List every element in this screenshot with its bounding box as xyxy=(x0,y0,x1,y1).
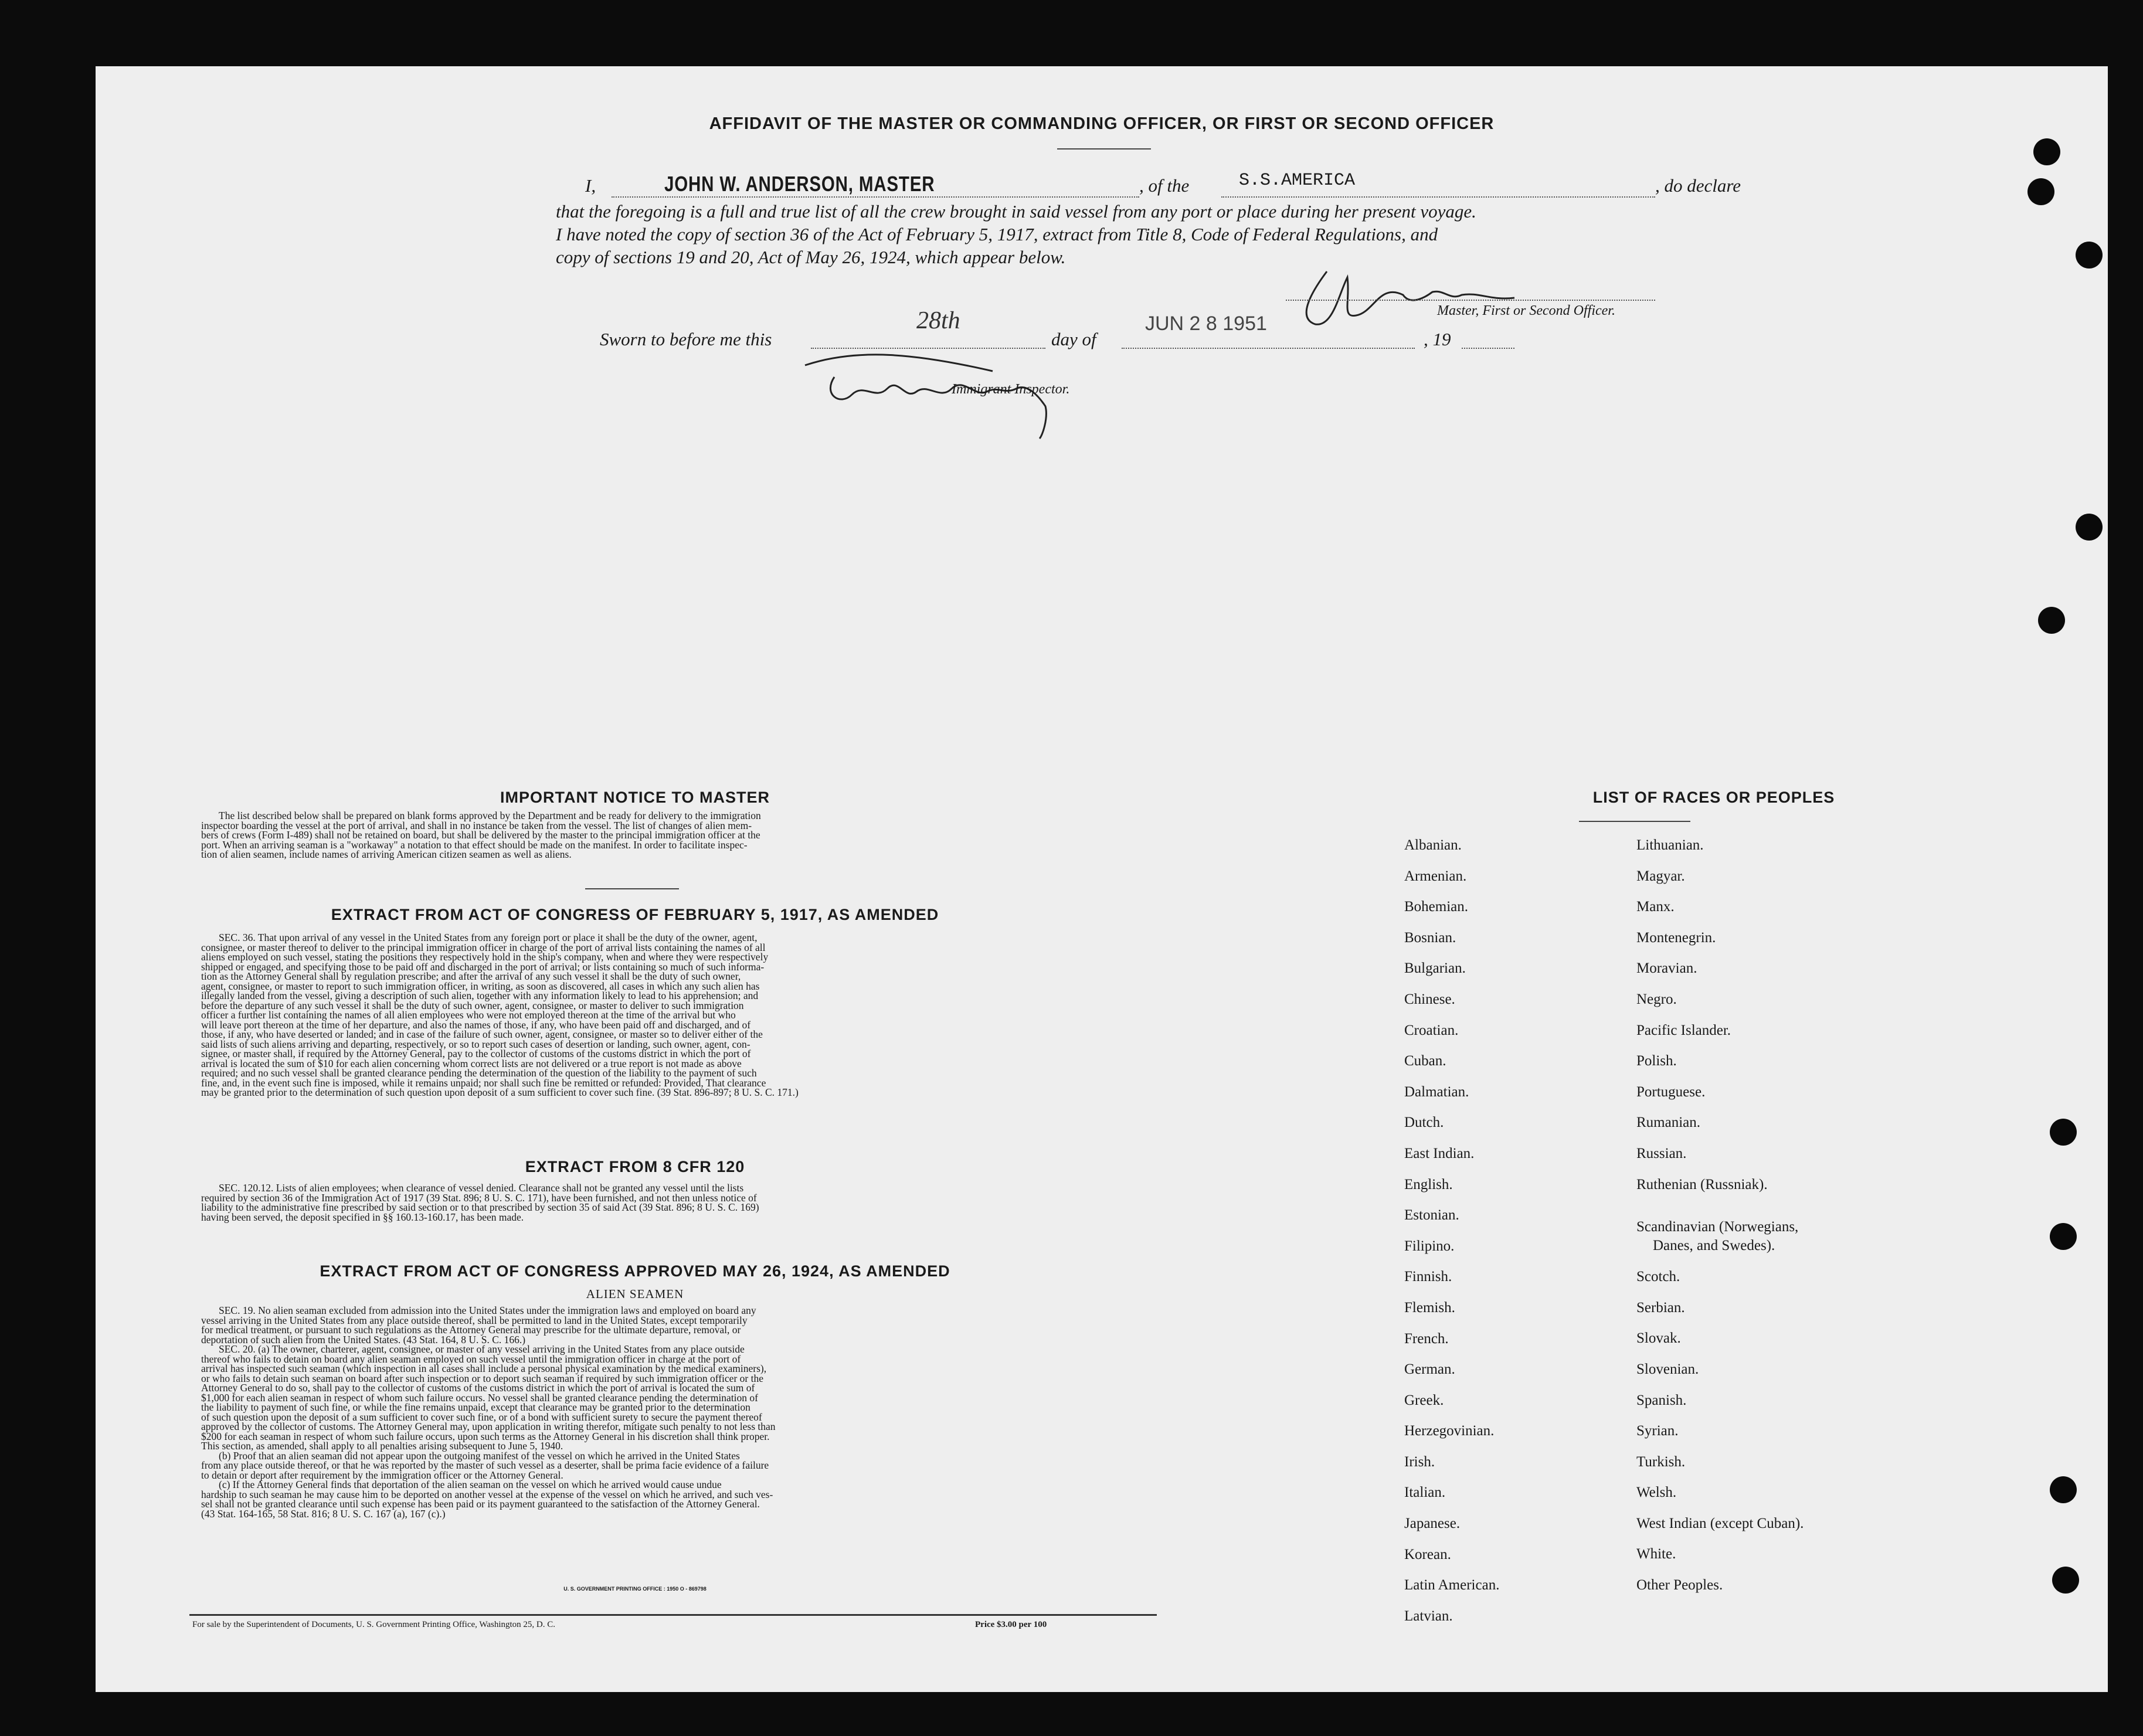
day-of-label: day of xyxy=(1051,329,1096,349)
extract-1924-title: EXTRACT FROM ACT OF CONGRESS APPROVED MAY 26, 1924, AS AMENDED xyxy=(320,1262,950,1280)
notice-line: The list described below shall be prepared on blank forms approved by the Department and be ready for delivery to the immigration xyxy=(219,810,761,821)
extract-line: shipped or engaged, and specifying those to be paid off and discharged in the port of arrival; or lists containing so much of such informa- xyxy=(201,960,765,973)
punch-hole xyxy=(2050,1476,2077,1503)
race-item: West Indian (except Cuban). xyxy=(1636,1515,1804,1531)
affidavit-line-3: I have noted the copy of section 36 of the Act of February 5, 1917, extract from Title 8, Code of Federal Regulations, and xyxy=(556,224,1438,244)
extract-line: SEC. 20. (a) The owner, charterer, agent, consignee, or master of any vessel arriving in the United States from any place outside xyxy=(219,1343,745,1355)
vessel-name: S.S.AMERICA xyxy=(1239,171,1356,191)
race-item: Korean. xyxy=(1404,1546,1451,1562)
race-item: Turkish. xyxy=(1636,1453,1686,1470)
race-item: Filipino. xyxy=(1404,1238,1455,1254)
month-line xyxy=(1122,348,1415,349)
race-item: Danes, and Swedes). xyxy=(1653,1238,1775,1254)
extract-line: sel shall not be granted clearance until such expense has been paid or its payment guaranteed to the satisfaction of the Attorney General. xyxy=(201,1498,760,1510)
extract-line: approved by the collector of customs. The Attorney General may, upon application in writing therefor, mitigate such penalty to not less than xyxy=(201,1421,776,1432)
extract-line: will leave port thereon at the time of her departure, and also the names of those, if any, who have been paid off and discharged, and of xyxy=(201,1018,751,1031)
race-item: Moravian. xyxy=(1636,960,1697,977)
race-item: Finnish. xyxy=(1404,1269,1452,1285)
extract-1917-text xyxy=(201,933,1145,1098)
extract-1917-title: EXTRACT FROM ACT OF CONGRESS OF FEBRUARY 5, 1917, AS AMENDED xyxy=(331,906,939,923)
race-item: Serbian. xyxy=(1636,1299,1685,1316)
race-item: Slovenian. xyxy=(1636,1361,1699,1377)
race-item: Cuban. xyxy=(1404,1053,1446,1069)
race-item: Scotch. xyxy=(1636,1269,1680,1285)
alien-seamen-subtitle: ALIEN SEAMEN xyxy=(586,1287,684,1301)
race-item: Welsh. xyxy=(1636,1484,1677,1501)
master-name-line xyxy=(612,196,1139,198)
race-item: Bosnian. xyxy=(1404,929,1456,946)
extract-line: of such question upon the deposit of a sum sufficient to cover such fine, or of a bond with sufficient surety to secure the payment thereof xyxy=(201,1411,762,1423)
notice-text xyxy=(201,811,1145,859)
race-item: German. xyxy=(1404,1361,1455,1378)
extract-line: required; and no such vessel shall be granted clearance pending the determination of the question of the liability to the payment of such xyxy=(201,1067,757,1079)
extract-line: said lists of such aliens arriving and departing, respectively, or so to report such cases of desertion or landing, such owner, agent, con- xyxy=(201,1038,750,1050)
notice-line: port. When an arriving seaman is a "workaway" a notation to that effect should be made on the manifest. In order to facilitate inspec- xyxy=(201,838,748,851)
race-item: Lithuanian. xyxy=(1636,837,1704,853)
do-declare-label: , do declare xyxy=(1655,175,1741,196)
race-item: Manx. xyxy=(1636,899,1675,915)
extract-line: required by section 36 of the Immigration Act of 1917 (39 Stat. 896; 8 U. S. C. 171), have been furnished, and not then unless notice of xyxy=(201,1191,757,1204)
race-item: Rumanian. xyxy=(1636,1115,1701,1131)
extract-line: before the departure of any such vessel it shall be the duty of such owner, agent, consignee, or master to deliver to such immigration xyxy=(201,999,744,1011)
extract-line: SEC. 19. No alien seaman excluded from admission into the United States under the immigration laws and employed on board any xyxy=(219,1304,756,1316)
race-item: Estonian. xyxy=(1404,1207,1459,1224)
race-item: Negro. xyxy=(1636,991,1677,1007)
master-name: JOHN W. ANDERSON, MASTER xyxy=(664,172,935,196)
notice-title: IMPORTANT NOTICE TO MASTER xyxy=(500,789,770,806)
race-item: Dutch. xyxy=(1404,1115,1444,1131)
punch-hole xyxy=(2076,514,2103,541)
race-item: East Indian. xyxy=(1404,1145,1475,1161)
extract-line: from any place outside thereof, or that he was reported by the master of such vessel as a deserter, shall be prima facie evidence of a failure xyxy=(201,1459,769,1471)
race-item: Herzegovinian. xyxy=(1404,1423,1495,1439)
extract-line: deportation of such alien from the United States. (43 Stat. 164, 8 U. S. C. 166.) xyxy=(201,1333,526,1346)
punch-hole xyxy=(2050,1119,2077,1146)
race-item: English. xyxy=(1404,1176,1453,1193)
race-item: Russian. xyxy=(1636,1145,1687,1161)
extract-line: fine, and, in the event such fine is imposed, while it remains unpaid; nor shall such fine be remitted or refunded: Provided, That clearance xyxy=(201,1076,766,1089)
race-item: Syrian. xyxy=(1636,1423,1679,1439)
master-signature xyxy=(1292,260,1561,336)
extract-line: hardship to such seaman he may cause him to be deported on another vessel at the expense of the vessel on which he arrived, and such ves- xyxy=(201,1488,773,1500)
affidavit-line-2: that the foregoing is a full and true list of all the crew brought in said vessel from any port or place during her present voyage. xyxy=(556,201,1476,222)
officer-signature-line xyxy=(1286,300,1655,301)
extract-line: to detain or deport after requirement by the immigration officer or the Attorney General. xyxy=(201,1469,563,1481)
gpo-imprint: U. S. GOVERNMENT PRINTING OFFICE : 1950 O - 869798 xyxy=(563,1586,707,1592)
extract-line: arrival is located the sum of $10 for each alien concerning whom correct lists are not delivered or a true report is not made as above xyxy=(201,1057,742,1069)
extract-line: SEC. 36. That upon arrival of any vessel in the United States from any foreign port or place it shall be the duty of the owner, agent, xyxy=(219,932,758,943)
race-item: Other Peoples. xyxy=(1636,1577,1723,1594)
race-item: Bohemian. xyxy=(1404,899,1469,915)
year-label: , 19 xyxy=(1424,329,1451,349)
date-stamp: JUN 2 8 1951 xyxy=(1145,312,1267,335)
extract-line: $200 for each seaman in respect of whom such failure occurs, upon such terms as the Attorney General in his discretion shall think proper. xyxy=(201,1430,770,1442)
extract-cfr-text xyxy=(201,1183,1145,1222)
extract-line: This section, as amended, shall apply to all penalties arising subsequent to June 5, 1940. xyxy=(201,1440,563,1452)
race-item: Irish. xyxy=(1404,1453,1435,1470)
extract-line: (43 Stat. 164-165, 58 Stat. 816; 8 U. S. C. 167 (a), 167 (c).) xyxy=(201,1507,446,1520)
extract-line: those, if any, who have deserted or landed; and in case of the failure of such owner, agent, consignee, or master so to deliver either of the xyxy=(201,1028,763,1040)
extract-line: arrival has inspected such seaman (which inspection in all cases shall include a personal physical examination by the medical examiners), xyxy=(201,1363,767,1374)
extract-line: illegally landed from the vessel, giving a description of such alien, together with any information likely to lead to his apprehension; and xyxy=(201,990,759,1001)
race-item: Portuguese. xyxy=(1636,1083,1706,1100)
affidavit-line-4: copy of sections 19 and 20, Act of May 26, 1924, which appear below. xyxy=(556,247,1066,267)
races-title: LIST OF RACES OR PEOPLES xyxy=(1592,789,1835,806)
notice-rule xyxy=(585,888,679,889)
title-rule xyxy=(1057,148,1151,150)
punch-hole xyxy=(2050,1223,2077,1250)
punch-hole xyxy=(2027,178,2054,205)
officer-caption: Master, First or Second Officer. xyxy=(1437,303,1615,318)
price-note: Price $3.00 per 100 xyxy=(975,1620,1047,1629)
races-rule xyxy=(1579,821,1690,822)
extract-line: the liability to payment of such fine, or while the fine remains unpaid, except that clearance may be granted prior to the determination xyxy=(201,1401,750,1413)
extract-line: agent, consignee, or master to report to such immigration officer, in writing, as soon as discovered, all cases in which any such alien has xyxy=(201,980,760,992)
sale-note: For sale by the Superintendent of Documents, U. S. Government Printing Office, Washington 25, D. C. xyxy=(192,1620,555,1629)
notice-line: bers of crews (Form I-489) shall not be retained on board, but shall be delivered by the master to the principal immigration officer at the xyxy=(201,829,760,841)
extract-line: may be granted prior to the determination of such question upon deposit of a sum sufficient to cover such fine. (39 Stat. 896-897; 8 U. S. C. 171.) xyxy=(201,1086,799,1098)
notice-line: inspector boarding the vessel at the port of arrival, and shall in no instance be taken from the vessel. The list of changes of alien mem- xyxy=(201,819,752,831)
extract-cfr-title: EXTRACT FROM 8 CFR 120 xyxy=(525,1158,745,1176)
race-item: Greek. xyxy=(1404,1392,1444,1408)
race-item: Polish. xyxy=(1636,1053,1677,1069)
race-item: Armenian. xyxy=(1404,868,1467,884)
extract-line: for medical treatment, or pursuant to such regulations as the Attorney General may prescribe for the ultimate departure, removal, or xyxy=(201,1324,741,1336)
race-item: Slovak. xyxy=(1636,1330,1681,1347)
sworn-label: Sworn to before me this xyxy=(600,329,772,349)
race-item: Montenegrin. xyxy=(1636,929,1716,946)
inspector-caption: Immigrant Inspector. xyxy=(952,382,1070,397)
race-item: Chinese. xyxy=(1404,991,1455,1007)
race-item: Bulgarian. xyxy=(1404,960,1466,977)
punch-hole xyxy=(2038,607,2065,634)
extract-line: vessel arriving in the United States from any place outside thereof, shall be permitted to land in the United States, except temporarily xyxy=(201,1314,748,1326)
race-item: French. xyxy=(1404,1330,1449,1347)
race-item: Flemish. xyxy=(1404,1299,1455,1316)
extract-1924-text xyxy=(201,1306,1145,1518)
race-item: Japanese. xyxy=(1404,1516,1461,1532)
extract-line: (c) If the Attorney General finds that deportation of the alien seaman on the vessel on which he arrived would cause undue xyxy=(219,1479,722,1490)
punch-hole xyxy=(2076,242,2103,269)
vessel-line xyxy=(1221,196,1655,198)
extract-line: liability to the administrative fine prescribed by said section or to that prescribed by section 35 of said Act (39 Stat. 896; 8 U. S. C. 169) xyxy=(201,1201,759,1213)
affidavit-title: AFFIDAVIT OF THE MASTER OR COMMANDING OFFICER, OR FIRST OR SECOND OFFICER xyxy=(709,114,1495,133)
notice-line: tion of alien seamen, include names of arriving American citizen seamen as well as aliens. xyxy=(201,848,572,860)
extract-line: consignee, or master thereof to deliver to the principal immigration officer in charge of the port of arrival lists containing the names of all xyxy=(201,941,766,953)
race-item: Ruthenian (Russniak). xyxy=(1636,1176,1768,1193)
extract-line: SEC. 120.12. Lists of alien employees; when clearance of vessel denied. Clearance shall not be granted any vessel until the lists xyxy=(219,1182,744,1194)
punch-hole xyxy=(2033,138,2060,165)
extract-line: thereof who fails to detain on board any alien seaman employed on such vessel until the immigration officer in charge at the port of xyxy=(201,1353,741,1365)
punch-hole xyxy=(2052,1567,2079,1594)
extract-line: tion as the Attorney General shall by regulation prescribe; and after the arrival of any such vessel it shall be the duty of such owner, xyxy=(201,970,741,982)
races-right-column xyxy=(1636,837,1804,1608)
extract-line: (b) Proof that an alien seaman did not appear upon the outgoing manifest of the vessel on which he arrived in the United States xyxy=(219,1449,740,1462)
i-label: I, xyxy=(585,175,596,196)
extract-line: signee, or master shall, if required by the Attorney General, pay to the collector of customs of the customs district in which the port of xyxy=(201,1048,751,1059)
race-item: Latin American. xyxy=(1404,1577,1500,1594)
manifest-sheet xyxy=(96,66,2108,1692)
race-item: Latvian. xyxy=(1404,1608,1453,1624)
races-left-column xyxy=(1404,837,1499,1639)
extract-line: or who fails to detain such seaman on board after such inspection or to deport such seaman if required by such immigration officer or the xyxy=(201,1372,763,1384)
race-item: Scandinavian (Norwegians, xyxy=(1636,1219,1799,1235)
extract-line: $1,000 for each alien seaman in respect of whom such failure occurs. No vessel shall be granted clearance pending the determination of xyxy=(201,1391,758,1404)
race-item: Pacific Islander. xyxy=(1636,1022,1731,1038)
extract-line: having been served, the deposit specified in §§ 160.13-160.17, has been made. xyxy=(201,1211,524,1223)
race-item: Magyar. xyxy=(1636,868,1685,884)
of-the-label: , of the xyxy=(1139,175,1190,196)
year-line xyxy=(1462,348,1514,349)
race-item: White. xyxy=(1636,1546,1676,1562)
race-item: Albanian. xyxy=(1404,837,1462,853)
race-item: Croatian. xyxy=(1404,1022,1459,1038)
footer-rule xyxy=(189,1614,1157,1616)
extract-line: officer a further list containing the names of all alien employees who were not employed thereon at the time of the arrival but who xyxy=(201,1009,736,1021)
race-item: Spanish. xyxy=(1636,1392,1687,1408)
extract-line: aliens employed on such vessel, stating the positions they respectively hold in the ship's company, when and where they were respectively xyxy=(201,951,769,963)
extract-line: Attorney General to do so, shall pay to the collector of customs of the customs district in which the port of arrival is located the sum of xyxy=(201,1382,755,1394)
sworn-day: 28th xyxy=(916,307,960,334)
race-item: Dalmatian. xyxy=(1404,1083,1469,1100)
race-item: Italian. xyxy=(1404,1484,1446,1501)
